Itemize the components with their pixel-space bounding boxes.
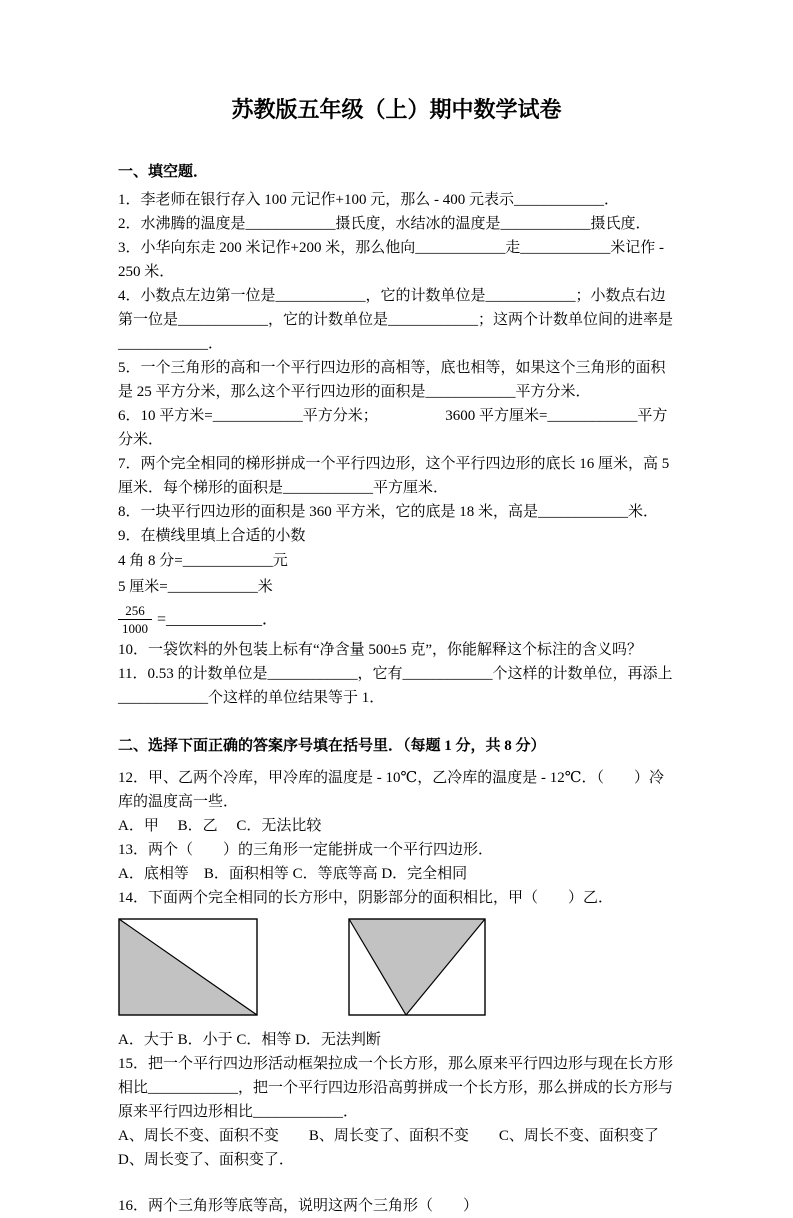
question-16: 16．两个三角形等底等高，说明这两个三角形（ ） [118,1198,479,1214]
question-3: 3．小华向东走 200 米记作+200 米，那么他向____________走____________米记作 - 250 米． [118,240,664,280]
question-12: 12．甲、乙两个冷库，甲冷库的温度是 - 10℃，乙冷库的温度是 - 12℃．（ ）冷库的温度高一些． [118,770,665,810]
section-2-heading: 二、选择下面正确的答案序号填在括号里．（每题 1 分，共 8 分） [118,738,546,754]
rectangle-figure-right [348,918,486,1016]
question-14-figures [118,918,675,1016]
question-4: 4．小数点左边第一位是____________，它的计数单位是____________；小数点右边第一位是____________，它的计数单位是____________；这两个计数单位间的进率是____________． [118,288,674,352]
shaded-triangle-right [349,919,485,1015]
fraction-numerator: 256 [118,603,152,620]
fraction-denominator: 1000 [122,621,148,636]
question-10: 10．一袋饮料的外包装上标有“净含量 500±5 克”，你能解释这个标注的含义吗？ [118,642,643,658]
section-1-heading: 一、填空题． [118,164,209,180]
question-1: 1．李老师在银行存入 100 元记作+100 元，那么 - 400 元表示____________． [118,192,619,208]
fraction-rest: =____________． [157,610,279,628]
question-12-options: A．甲 B．乙 C．无法比较 [118,818,322,834]
question-9: 9．在横线里填上合适的小数 [118,528,306,544]
question-11: 11．0.53 的计数单位是____________，它有____________个这样的计数单位，再添上____________个这样的单位结果等于 1． [118,666,673,706]
question-8: 8．一块平行四边形的面积是 360 平方米，它的底是 18 米，高是____________米． [118,504,659,520]
question-2: 2．水沸腾的温度是____________摄氏度，水结冰的温度是____________摄氏度． [118,216,651,232]
question-13-options: A．底相等 B．面积相等 C．等底等高 D．完全相同 [118,866,468,882]
document-title: 苏教版五年级（上）期中数学试卷 [231,97,562,122]
question-5: 5．一个三角形的高和一个平行四边形的高相等，底也相等，如果这个三角形的面积是 25 平方分米，那么这个平行四边形的面积是____________平方分米． [118,360,666,400]
rectangle-figure-left [118,918,258,1016]
question-7: 7．两个完全相同的梯形拼成一个平行四边形，这个平行四边形的底长 16 厘米，高 5 厘米．每个梯形的面积是____________平方厘米． [118,456,670,496]
fraction [118,603,152,636]
question-9-sub-a: 4 角 8 分=____________元 [118,553,288,569]
question-9-sub-b: 5 厘米=____________米 [118,579,273,595]
question-15: 15．把一个平行四边形活动框架拉成一个长方形，那么原来平行四边形与现在长方形相比____________，把一个平行四边形沿高剪拼成一个长方形，那么拼成的长方形与原来平行四边形相比____________． [118,1056,674,1120]
question-9-fraction-line [118,603,675,636]
question-14: 14．下面两个完全相同的长方形中，阴影部分的面积相比，甲（ ）乙． [118,890,614,906]
question-13: 13．两个（ ）的三角形一定能拼成一个平行四边形． [118,842,494,858]
question-14-answer-options: A．大于 B．小于 C．相等 D．无法判断 [118,1032,381,1048]
question-15-options: A、周长不变、面积不变 B、周长变了、面积不变 C、周长不变、面积变了 D、周长变了、面积变了． [118,1128,689,1168]
question-6: 6．10 平方米=____________平方分米； 3600 平方厘米=____________平方分米． [118,408,668,448]
